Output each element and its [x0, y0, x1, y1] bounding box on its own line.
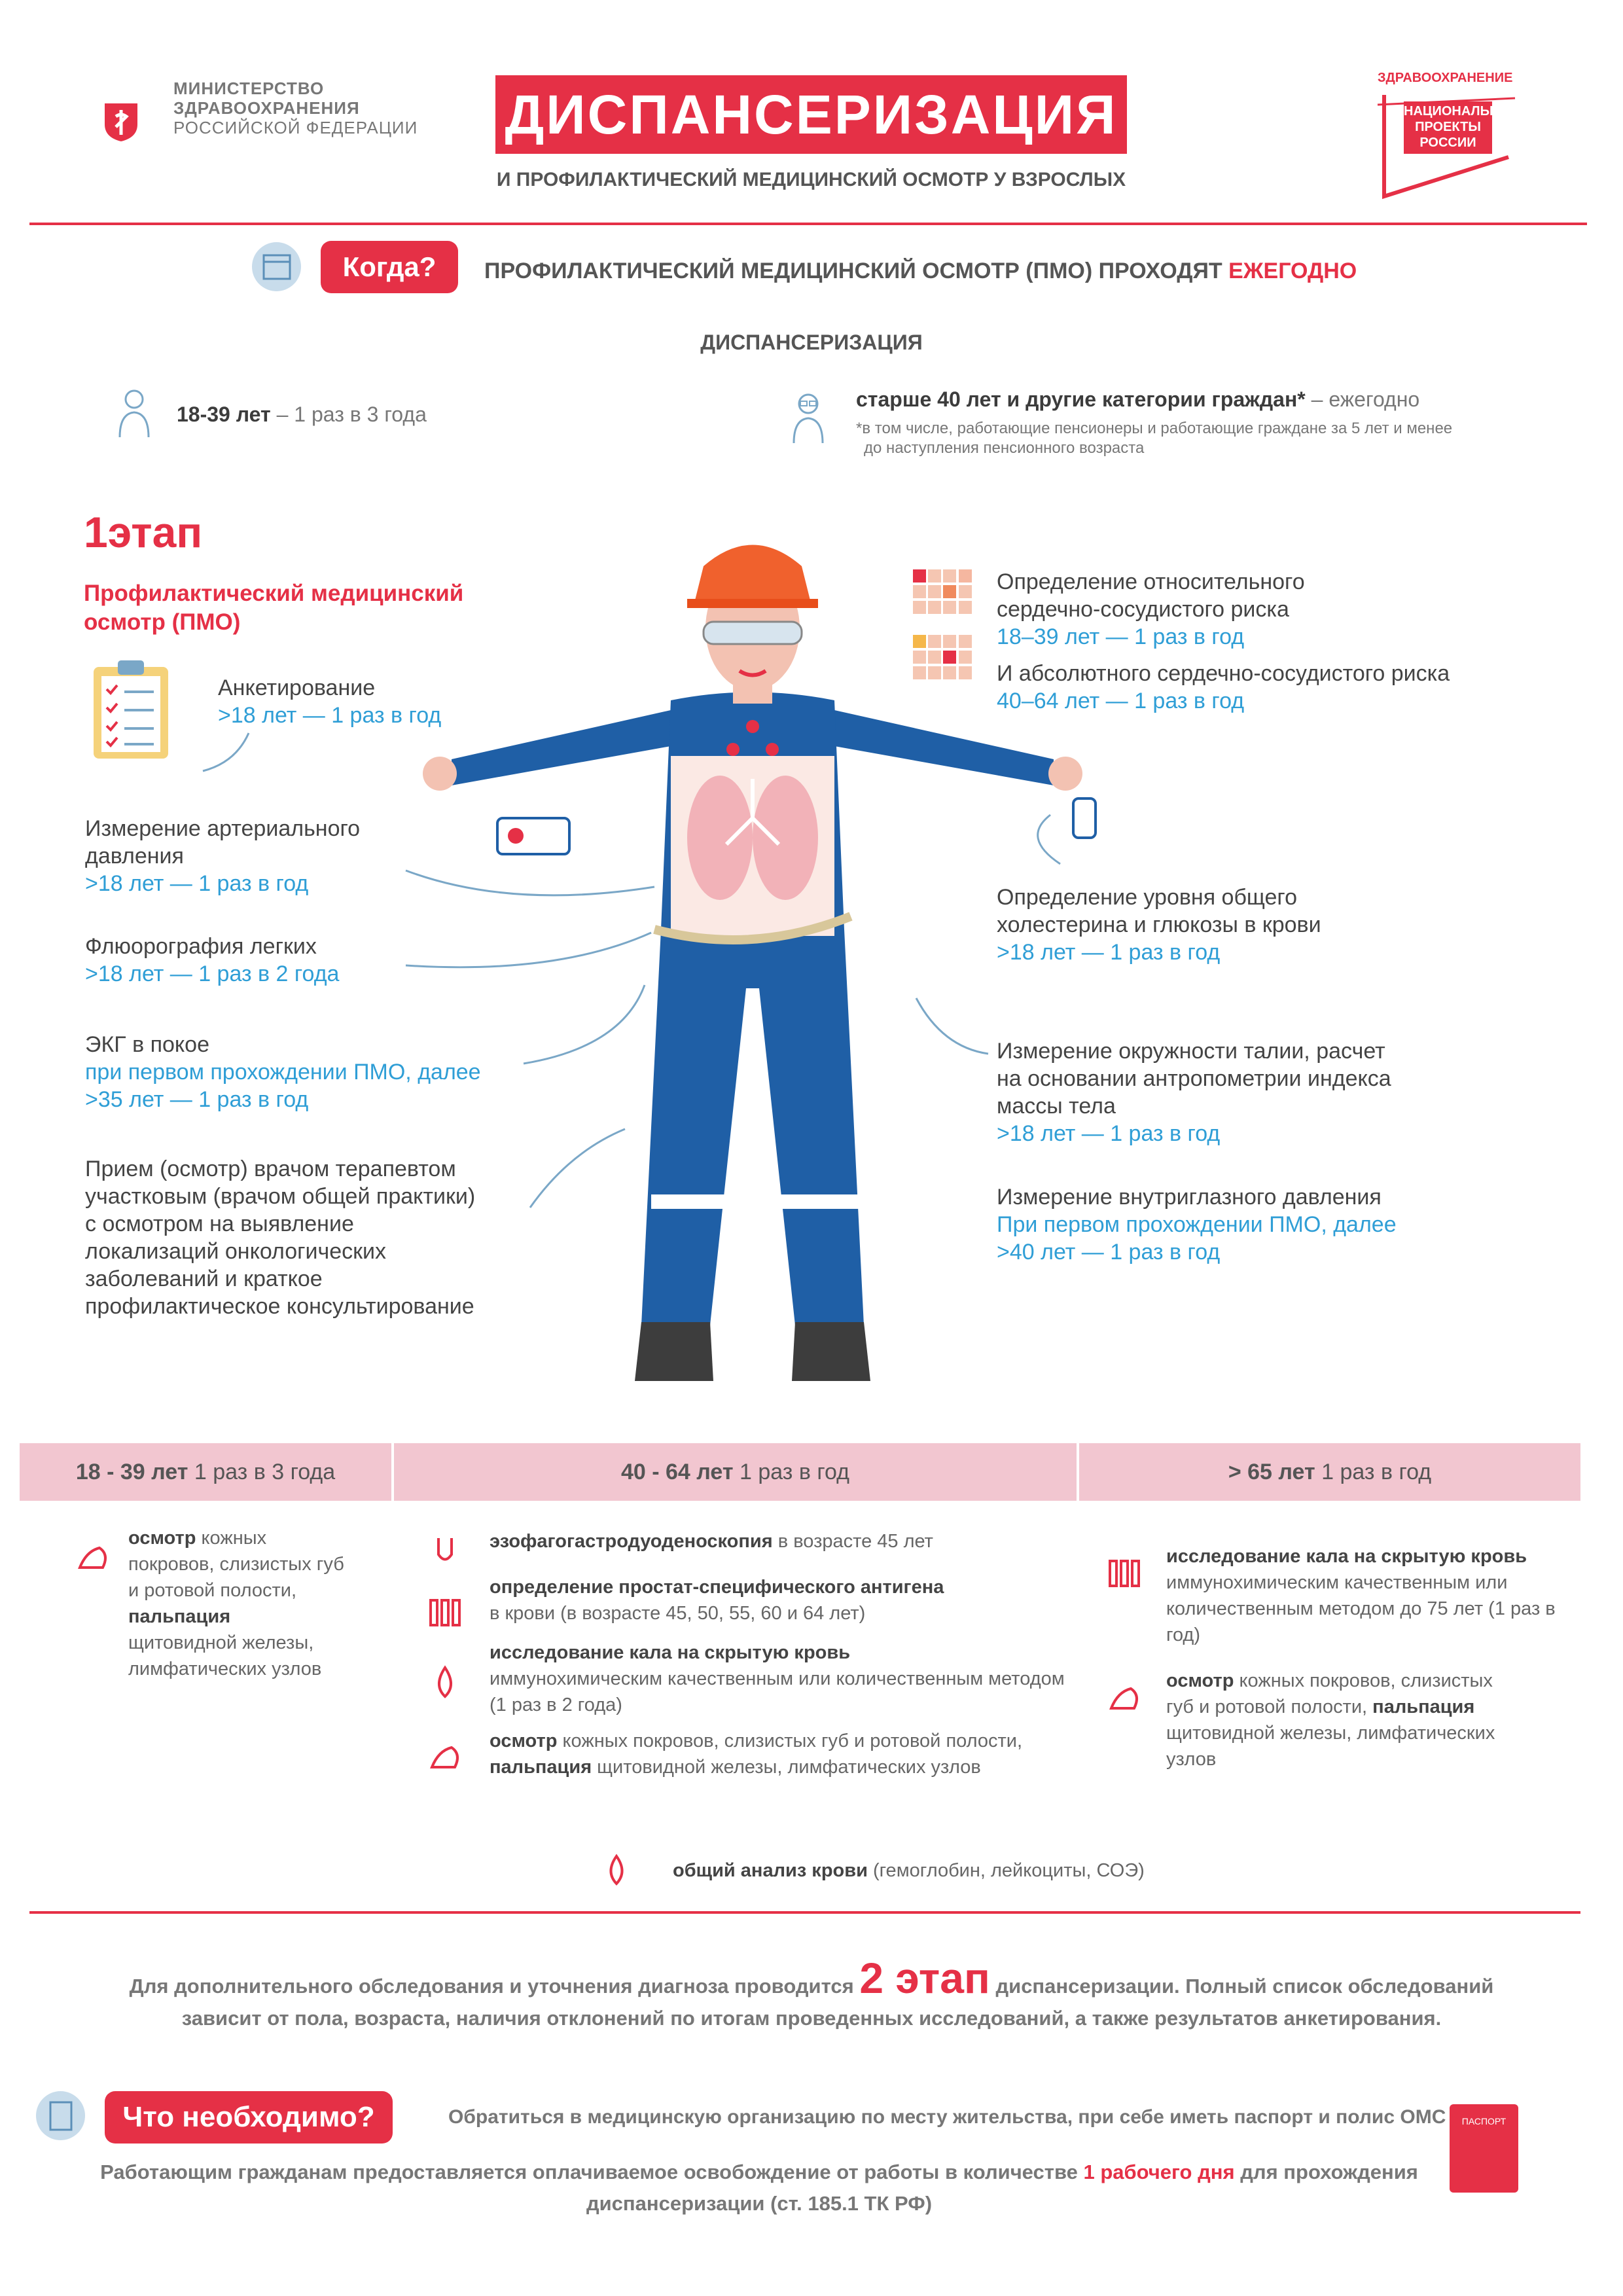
- disp-heading: ДИСПАНСЕРИЗАЦИЯ: [700, 331, 923, 354]
- old-note: *в том числе, работающие пенсионеры и работающие граждане за 5 лет и менее: [856, 420, 1453, 437]
- young-age: 18-39 лет: [177, 403, 271, 426]
- endoscope-icon: [432, 1535, 458, 1568]
- when-pill: Когда?: [321, 241, 458, 293]
- item-absolute-risk: И абсолютного сердечно-сосудистого риска 40–64 лет — 1 раз в год: [997, 661, 1450, 713]
- item-ecg: ЭКГ в покое при первом прохождении ПМО, далее >35 лет — 1 раз в год: [85, 1032, 481, 1112]
- blood-sample-icon: [425, 1662, 465, 1702]
- need-pill: Что необходимо?: [105, 2091, 393, 2144]
- need-text: Обратиться в медицинскую организацию по месту жительства, при себе иметь паспорт и полис ОМС: [448, 2106, 1446, 2128]
- stage2-text: Для дополнительного обследования и уточнения диагноза проводится 2 этап диспансеризации. Полный список обследований: [129, 1954, 1494, 2002]
- when-accent: ЕЖЕГОДНО: [1228, 259, 1357, 283]
- col1-text: осмотр кожных покровов, слизистых губ и ротовой полости, пальпация щитовидной железы, лимфатических узлов: [128, 1528, 344, 1679]
- item-therapist: Прием (осмотр) врачом терапевтом участковым (врачом общей практики) с осмотром на выявление локализаций онкологических заболеваний и краткое профилактическое консультирование: [85, 1157, 476, 1319]
- col2-item: исследование кала на скрытую кровь иммунохимическим качественным или количественным методом (1 раз в 2 года): [490, 1642, 1065, 1715]
- page-subtitle: И ПРОФИЛАКТИЧЕСКИЙ МЕДИЦИНСКИЙ ОСМОТР У ВЗРОСЛЫХ: [496, 169, 1126, 190]
- hand-icon: [1105, 1679, 1144, 1718]
- col1-header: 18 - 39 лет 1 раз в 3 года: [75, 1460, 336, 1484]
- item-fluorography: Флюорография легких >18 лет — 1 раз в 2 года: [85, 934, 340, 986]
- test-tubes-icon: [1105, 1551, 1144, 1590]
- ministry-name: МИНИСТЕРСТВО ЗДРАВООХРАНЕНИЯ РОССИЙСКОЙ ФЕДЕРАЦИИ: [173, 79, 418, 137]
- np-line: НАЦИОНАЛЬНЫЕ: [1404, 104, 1521, 118]
- col2-item: осмотр кожных покровов, слизистых губ и ротовой полости, пальпация щитовидной железы, лимфатических узлов: [490, 1731, 1023, 1778]
- col2-item: эзофагогастродуоденоскопия в возрасте 45 лет: [490, 1531, 933, 1552]
- stage2-text-2: зависит от пола, возраста, наличия отклонений по итогам проведенных исследований, а также результатов анкетирования.: [181, 2007, 1442, 2030]
- np-line: РОССИИ: [1419, 135, 1476, 150]
- blood-analysis-icon: [599, 1852, 635, 1888]
- np-line: ПРОЕКТЫ: [1415, 120, 1481, 134]
- hand-icon: [425, 1738, 465, 1777]
- stage1-title: 1этап: [84, 508, 203, 556]
- item-waist: Измерение окружности талии, расчет на основании антропометрии индекса массы тела >18 лет — 1 раз в год: [997, 1039, 1391, 1146]
- passport-label: ПАСПОРТ: [1461, 2116, 1507, 2126]
- test-tubes-icon: [425, 1590, 465, 1630]
- col3-item: осмотр кожных покровов, слизистых губ и ротовой полости, пальпация щитовидной железы, лимфатических узлов: [1166, 1670, 1495, 1770]
- pmo-heading: Профилактический медицинский осмотр (ПМО): [84, 581, 464, 635]
- item-relative-risk: Определение относительного сердечно-сосудистого риска 18–39 лет — 1 раз в год: [997, 569, 1305, 649]
- document-icon: [36, 2091, 85, 2140]
- passport-icon: [1450, 2104, 1518, 2193]
- old-age: старше 40 лет и другие категории граждан*: [856, 387, 1306, 411]
- old-freq: – ежегодно: [1311, 387, 1420, 411]
- table-divider: [29, 1911, 1580, 1914]
- when-text: ПРОФИЛАКТИЧЕСКИЙ МЕДИЦИНСКИЙ ОСМОТР (ПМО) ПРОХОДЯТ: [484, 259, 1222, 283]
- old-note: до наступления пенсионного возраста: [864, 439, 1145, 457]
- item-blood-pressure: Измерение артериального давления >18 лет — 1 раз в год: [85, 816, 361, 896]
- young-freq: – 1 раз в 3 года: [276, 403, 427, 426]
- item-cholesterol: Определение уровня общего холестерина и глюкозы в крови >18 лет — 1 раз в год: [997, 885, 1321, 965]
- item-questionnaire: Анкетирование >18 лет — 1 раз в год: [218, 675, 442, 728]
- col2-item: определение простат-специфического антигена в крови (в возрасте 45, 50, 55, 60 и 64 лет): [490, 1577, 944, 1624]
- col2-header: 40 - 64 лет 1 раз в год: [620, 1460, 849, 1484]
- col3-item: исследование кала на скрытую кровь иммунохимическим качественным или количественным методом до 75 лет (1 раз в год): [1166, 1546, 1556, 1645]
- work-text-2: диспансеризации (ст. 185.1 ТК РФ): [586, 2192, 933, 2215]
- np-top: ЗДРАВООХРАНЕНИЕ: [1378, 71, 1513, 85]
- hand-icon: [73, 1538, 113, 1577]
- item-eye-pressure: Измерение внутриглазного давления При первом прохождении ПМО, далее >40 лет — 1 раз в год: [997, 1185, 1397, 1265]
- page-title: ДИСПАНСЕРИЗАЦИЯ: [495, 75, 1127, 154]
- blood-analysis: общий анализ крови (гемоглобин, лейкоциты, СОЭ): [673, 1860, 1145, 1881]
- work-text: Работающим гражданам предоставляется оплачиваемое освобождение от работы в количестве 1 рабочего дня для прохождения: [100, 2161, 1418, 2183]
- col3-header: > 65 лет 1 раз в год: [1228, 1460, 1432, 1484]
